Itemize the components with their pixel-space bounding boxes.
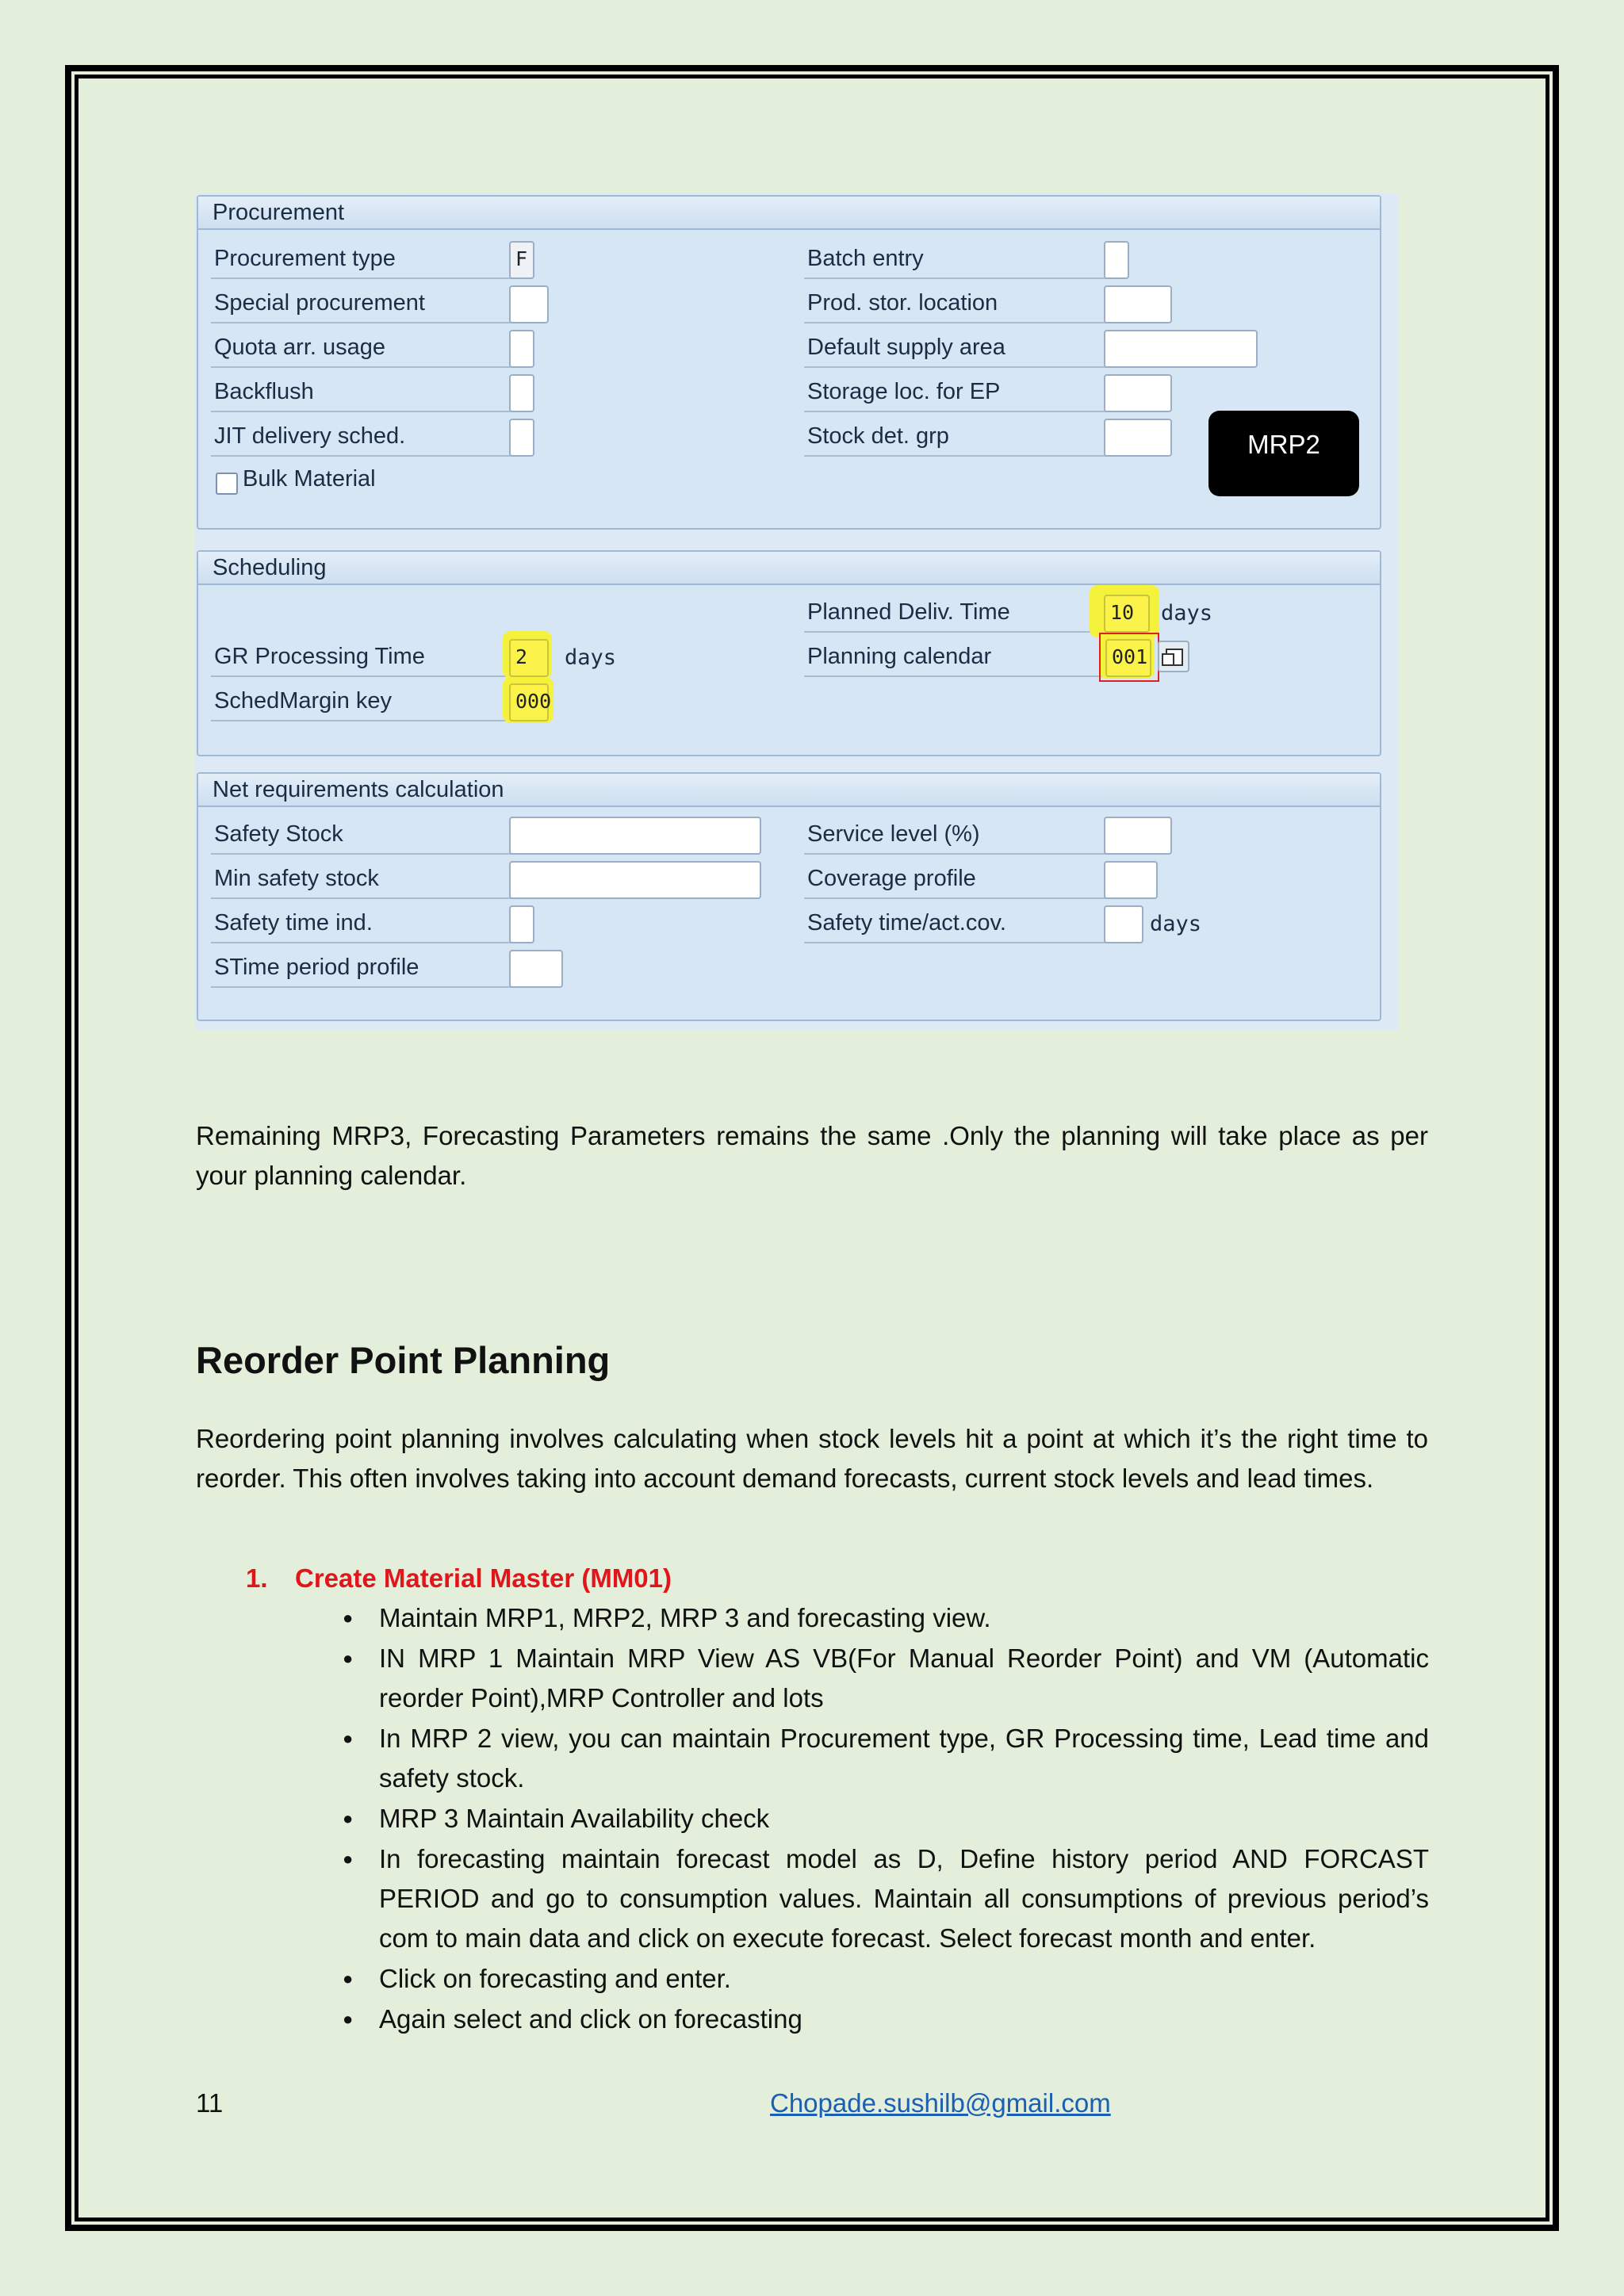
min-safety-stock-label: Min safety stock xyxy=(211,859,512,899)
service-level-label: Service level (%) xyxy=(804,815,1107,855)
stock-det-grp-field[interactable] xyxy=(1104,419,1172,457)
list-item: ● MRP 3 Maintain Availability check xyxy=(341,1799,1429,1839)
backflush-label: Backflush xyxy=(211,373,512,412)
storage-loc-ep-label: Storage loc. for EP xyxy=(804,373,1107,412)
email-link[interactable]: Chopade.sushilb@gmail.com xyxy=(770,2088,1111,2118)
coverage-profile-label: Coverage profile xyxy=(804,859,1107,899)
procurement-type-field[interactable]: F xyxy=(509,241,534,279)
list-item: ● Click on forecasting and enter. xyxy=(341,1959,1429,1999)
prod-stor-location-label: Prod. stor. location xyxy=(804,284,1107,323)
storage-loc-ep-field[interactable] xyxy=(1104,374,1172,412)
scheduling-group-title: Scheduling xyxy=(198,552,1380,585)
safety-time-ind-field[interactable] xyxy=(509,905,534,943)
value-help-icon[interactable] xyxy=(1158,641,1189,672)
planning-calendar-label: Planning calendar xyxy=(804,637,1107,677)
list-item: ● IN MRP 1 Maintain MRP View AS VB(For Manual Reorder Point) and VM (Automatic reorder Point),MRP Controller and lots xyxy=(341,1639,1429,1718)
stock-det-grp-label: Stock det. grp xyxy=(804,417,1107,457)
safety-time-act-cov-unit: days xyxy=(1150,912,1202,936)
safety-time-act-cov-label: Safety time/act.cov. xyxy=(804,904,1107,943)
planned-deliv-time-field[interactable]: 10 xyxy=(1104,595,1150,633)
paragraph-reorder-intro: Reordering point planning involves calculating when stock levels hit a point at which it’s the right time to reorder. This often involves taking into account demand forecasts, current stock levels and lead times. xyxy=(196,1424,1428,1493)
mrp2-callout: MRP2 xyxy=(1208,411,1359,496)
procurement-group-title: Procurement xyxy=(198,197,1380,230)
step-title-text: Create Material Master (MM01) xyxy=(295,1563,672,1593)
stime-period-profile-label: STime period profile xyxy=(211,948,512,988)
list-item: ● In MRP 2 view, you can maintain Procurement type, GR Processing time, Lead time and safety stock. xyxy=(341,1719,1429,1798)
quota-arr-usage-label: Quota arr. usage xyxy=(211,328,512,368)
list-item: ● Maintain MRP1, MRP2, MRP 3 and forecasting view. xyxy=(341,1598,1429,1638)
step-number: 1. xyxy=(246,1563,268,1593)
schedmargin-key-field[interactable]: 000 xyxy=(509,683,549,721)
safety-time-act-cov-field[interactable] xyxy=(1104,905,1143,943)
planning-calendar-field[interactable]: 001 xyxy=(1105,639,1151,677)
net-requirements-group xyxy=(197,772,1381,1021)
default-supply-area-label: Default supply area xyxy=(804,328,1107,368)
batch-entry-label: Batch entry xyxy=(804,239,1107,279)
sap-mrp2-screenshot xyxy=(195,193,1399,1031)
page-number: 11 xyxy=(196,2088,224,2118)
prod-stor-location-field[interactable] xyxy=(1104,285,1172,323)
planned-deliv-time-unit: days xyxy=(1161,601,1213,626)
schedmargin-key-label: SchedMargin key xyxy=(211,682,512,721)
net-requirements-group-title: Net requirements calculation xyxy=(198,774,1380,807)
bullet-list xyxy=(341,1598,1429,2040)
procurement-type-label: Procurement type xyxy=(211,239,512,279)
special-procurement-field[interactable] xyxy=(509,285,549,323)
min-safety-stock-field[interactable] xyxy=(509,861,761,899)
procurement-group xyxy=(197,195,1381,530)
paragraph-mrp3-note: Remaining MRP3, Forecasting Parameters remains the same .Only the planning will take place as per your planning calendar. xyxy=(196,1121,1428,1190)
planned-deliv-time-label: Planned Deliv. Time xyxy=(804,593,1107,633)
focus-marker xyxy=(1099,633,1159,682)
section-heading: Reorder Point Planning xyxy=(196,1339,611,1381)
list-item: ● In forecasting maintain forecast model as D, Define history period AND FORCAST PERIOD and go to consumption values. Maintain all consumptions of previous period’s com to main data and click on execute forecast. Select forecast month and enter. xyxy=(341,1839,1429,1958)
batch-entry-field[interactable] xyxy=(1104,241,1129,279)
backflush-field[interactable] xyxy=(509,374,534,412)
gr-processing-time-field[interactable]: 2 xyxy=(509,639,549,677)
jit-delivery-label: JIT delivery sched. xyxy=(211,417,512,457)
service-level-field[interactable] xyxy=(1104,817,1172,855)
safety-time-ind-label: Safety time ind. xyxy=(211,904,512,943)
scheduling-group xyxy=(197,550,1381,756)
safety-stock-field[interactable] xyxy=(509,817,761,855)
bulk-material-checkbox[interactable] xyxy=(216,473,238,495)
jit-delivery-field[interactable] xyxy=(509,419,534,457)
gr-processing-time-label: GR Processing Time xyxy=(211,637,512,677)
quota-arr-usage-field[interactable] xyxy=(509,330,534,368)
gr-processing-time-unit: days xyxy=(565,645,617,670)
list-item: ● Again select and click on forecasting xyxy=(341,1999,1429,2039)
step-title xyxy=(246,1559,672,1598)
bulk-material-label: Bulk Material xyxy=(243,466,376,492)
coverage-profile-field[interactable] xyxy=(1104,861,1158,899)
default-supply-area-field[interactable] xyxy=(1104,330,1258,368)
stime-period-profile-field[interactable] xyxy=(509,950,563,988)
safety-stock-label: Safety Stock xyxy=(211,815,512,855)
special-procurement-label: Special procurement xyxy=(211,284,512,323)
